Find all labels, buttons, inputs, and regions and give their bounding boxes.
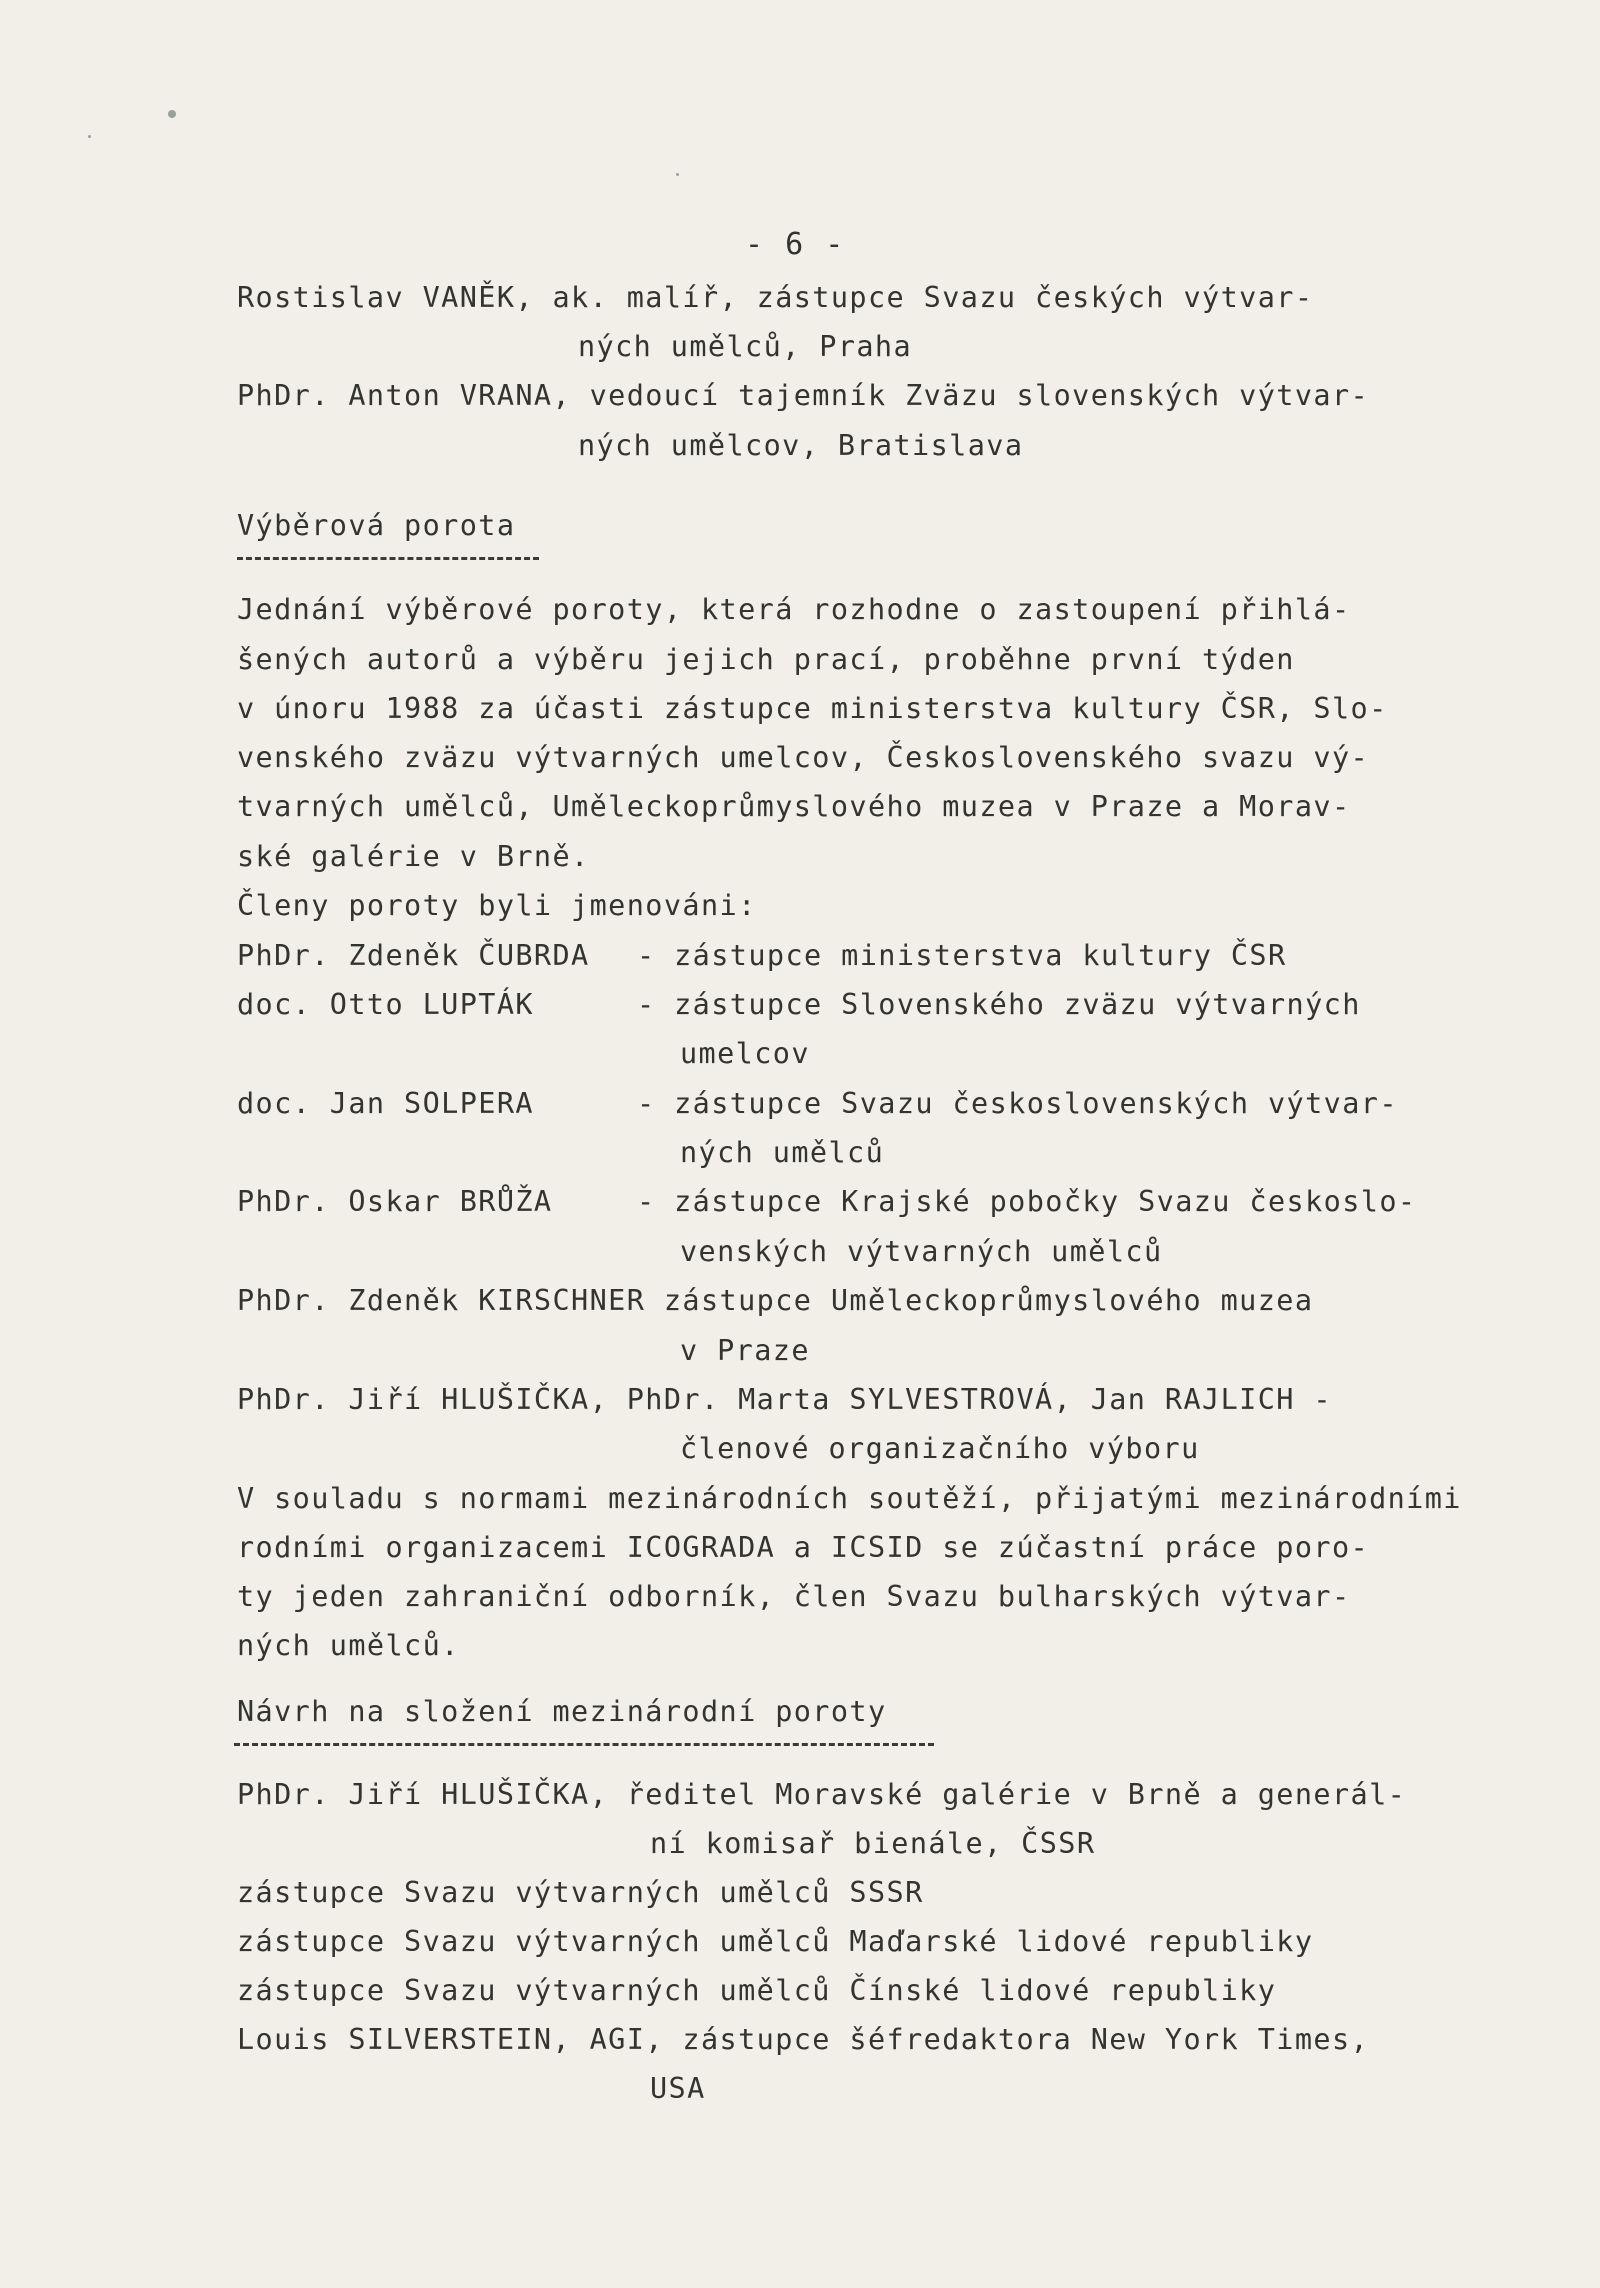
international-jury-line: Louis SILVERSTEIN, AGI, zástupce šéfredaktora New York Times,: [237, 2023, 1370, 2056]
intro-line: PhDr. Anton VRANA, vedoucí tajemník Zväzu slovenských výtvar-: [237, 379, 1370, 412]
intro-line: ných umělcov, Bratislava: [578, 429, 1024, 462]
paragraph-line: ných umělců.: [237, 1629, 460, 1662]
paragraph-line: venského zväzu výtvarných umelcov, Československého svazu vý-: [237, 741, 1370, 774]
jury-member-role: umelcov: [680, 1037, 810, 1070]
paper-speck: [168, 110, 176, 118]
international-jury-line: zástupce Svazu výtvarných umělců SSSR: [237, 1876, 924, 1909]
section-heading-selection-jury: Výběrová porota: [237, 509, 516, 542]
jury-member-name: doc. Otto LUPTÁK: [237, 988, 534, 1021]
section-heading-international-jury: Návrh na složení mezinárodní poroty: [237, 1695, 887, 1728]
intro-line: Rostislav VANĚK, ak. malíř, zástupce Svazu českých výtvar-: [237, 281, 1314, 314]
paper-speck: [676, 173, 679, 176]
intro-line: ných umělců, Praha: [578, 330, 913, 363]
international-jury-line: zástupce Svazu výtvarných umělců Čínské lidové republiky: [237, 1974, 1277, 2007]
international-jury-line: USA: [650, 2072, 706, 2105]
jury-member-role: - zástupce ministerstva kultury ČSR: [637, 939, 1287, 972]
paragraph-line: Jednání výběrové poroty, která rozhodne o zastoupení přihlá-: [237, 593, 1351, 626]
jury-member-role: - zástupce Krajské pobočky Svazu českoslo-: [637, 1185, 1417, 1218]
paragraph-line: rodními organizacemi ICOGRADA a ICSID se zúčastní práce poro-: [237, 1531, 1370, 1564]
jury-member-role: venských výtvarných umělců: [680, 1235, 1163, 1268]
jury-member-name: doc. Jan SOLPERA: [237, 1087, 534, 1120]
heading-underline: [234, 1743, 934, 1746]
organizers-line: členové organizačního výboru: [680, 1432, 1200, 1465]
paragraph-line: Členy poroty byli jmenováni:: [237, 889, 757, 922]
paper-speck: [88, 135, 91, 138]
paragraph-line: v únoru 1988 za účasti zástupce ministerstva kultury ČSR, Slo-: [237, 692, 1388, 725]
paragraph-line: ské galérie v Brně.: [237, 840, 590, 873]
jury-member-kirschner: PhDr. Zdeněk KIRSCHNER zástupce Uměleckoprůmyslového muzea: [237, 1284, 1314, 1317]
paragraph-line: šených autorů a výběru jejich prací, proběhne první týden: [237, 643, 1295, 676]
jury-member-kirschner: v Praze: [680, 1334, 810, 1367]
international-jury-line: zástupce Svazu výtvarných umělců Maďarské lidové republiky: [237, 1925, 1314, 1958]
heading-underline: [237, 557, 539, 560]
paragraph-line: ty jeden zahraniční odborník, člen Svazu bulharských výtvar-: [237, 1580, 1351, 1613]
jury-member-role: ných umělců: [680, 1136, 885, 1169]
paragraph-line: V souladu s normami mezinárodních soutěží, přijatými mezinárodními: [237, 1482, 1462, 1515]
jury-member-role: - zástupce Slovenského zväzu výtvarných: [637, 988, 1361, 1021]
organizers-line: PhDr. Jiří HLUŠIČKA, PhDr. Marta SYLVESTROVÁ, Jan RAJLICH -: [237, 1383, 1332, 1416]
page-number: - 6 -: [745, 227, 846, 262]
international-jury-line: ní komisař bienále, ČSSR: [650, 1827, 1096, 1860]
paragraph-line: tvarných umělců, Uměleckoprůmyslového muzea v Praze a Morav-: [237, 790, 1351, 823]
jury-member-role: - zástupce Svazu československých výtvar-: [637, 1087, 1398, 1120]
jury-member-name: PhDr. Oskar BRŮŽA: [237, 1185, 553, 1218]
jury-member-name: PhDr. Zdeněk ČUBRDA: [237, 939, 590, 972]
international-jury-line: PhDr. Jiří HLUŠIČKA, ředitel Moravské galérie v Brně a generál-: [237, 1778, 1407, 1811]
